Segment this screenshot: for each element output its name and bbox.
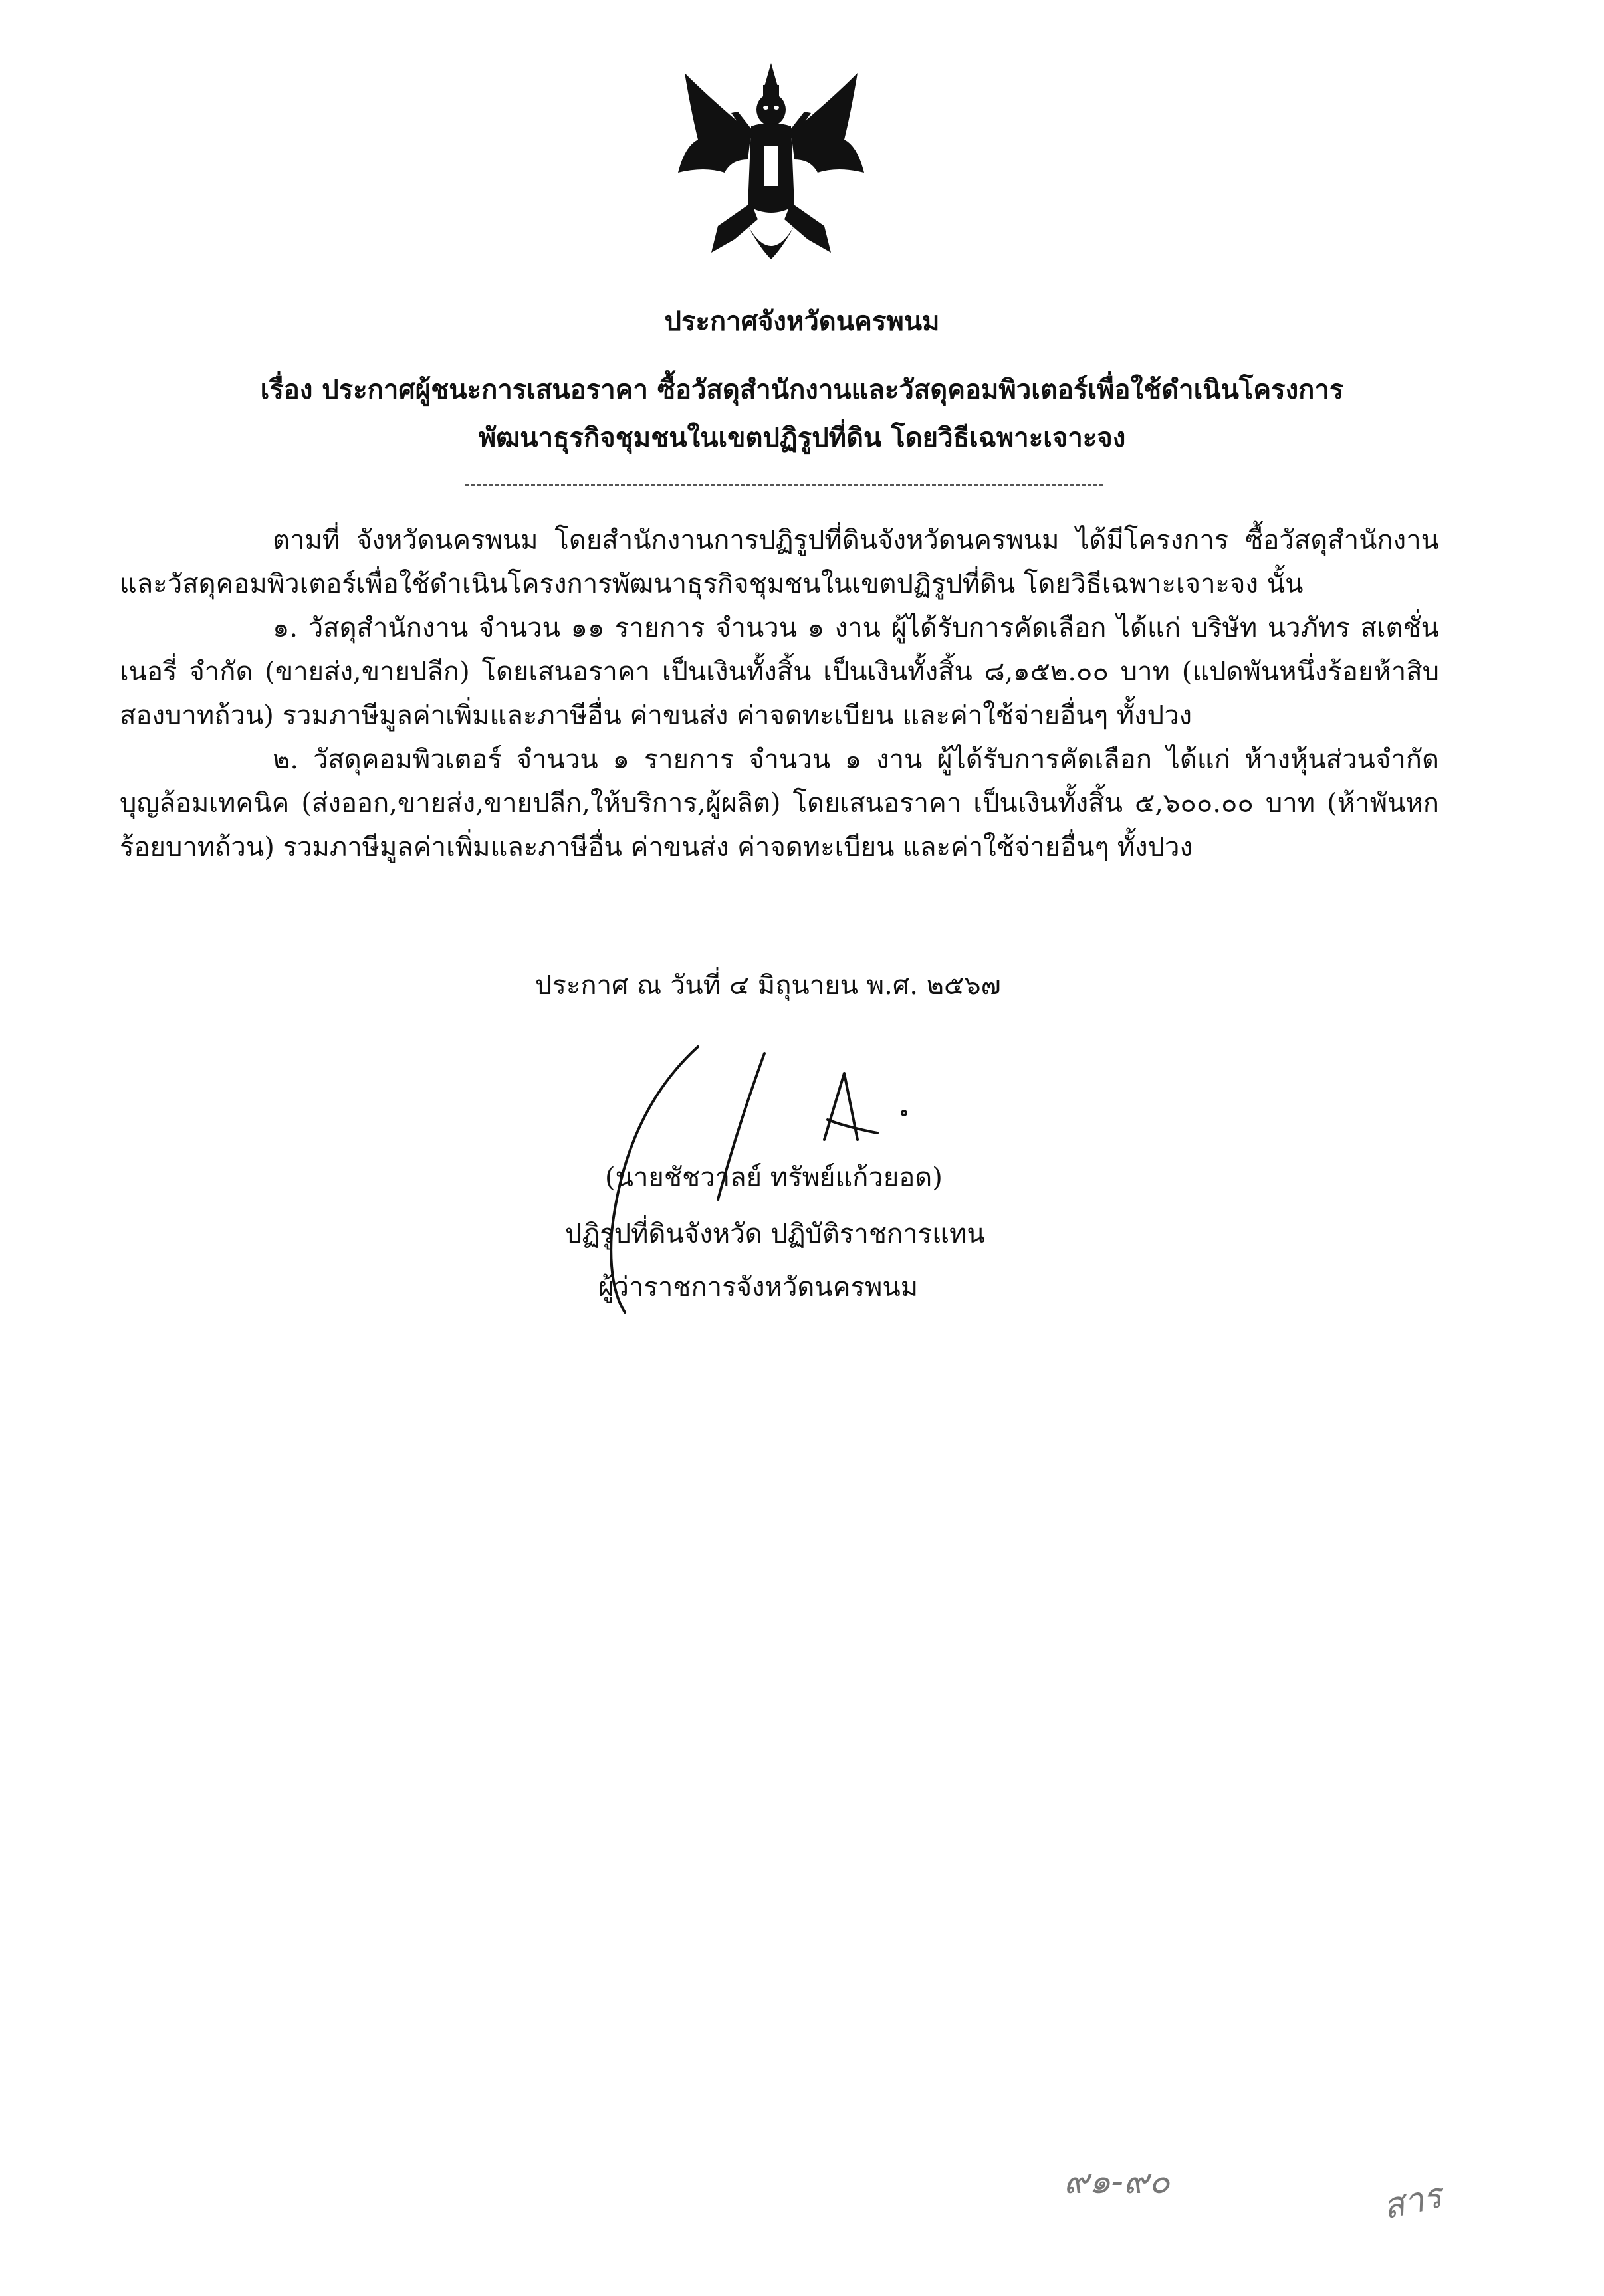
garuda-emblem [671, 60, 871, 272]
document-title: ประกาศจังหวัดนครพนม [664, 306, 940, 337]
intro-paragraph: ตามที่ จังหวัดนครพนม โดยสำนักงานการปฏิรูปที่ดินจังหวัดนครพนม ได้มีโครงการ ซื้อวัสดุสำนักงานและวัสดุคอมพิวเตอร์เพื่อใช้ดำเนินโครงการพัฒนาธุรกิจชุมชนในเขตปฏิรูปที่ดิน โดยวิธีเฉพาะเจาะจง นั้น [120, 525, 1439, 599]
heading-divider [465, 484, 1103, 486]
document-subject-continued: พัฒนาธุรกิจชุมชนในเขตปฏิรูปที่ดิน โดยวิธีเฉพาะเจาะจง [478, 422, 1126, 453]
announcement-date: ประกาศ ณ วันที่ ๔ มิถุนายน พ.ศ. ๒๕๖๗ [535, 970, 1001, 1001]
signatory-title: ผู้ว่าราชการจังหวัดนครพนม [598, 1272, 919, 1303]
item-1-paragraph: ๑. วัสดุสำนักงาน จำนวน ๑๑ รายการ จำนวน ๑ งาน ผู้ได้รับการคัดเลือก ได้แก่ บริษัท นวภัทร สเตชั่นเนอรี่ จำกัด (ขายส่ง,ขายปลีก) โดยเสนอราคา เป็นเงินทั้งสิ้น เป็นเงินทั้งสิ้น ๘,๑๕๒.๐๐ บาท (แปดพันหนึ่งร้อยห้าสิบสองบาทถ้วน) รวมภาษีมูลค่าเพิ่มและภาษีอื่น ค่าขนส่ง ค่าจดทะเบียน และค่าใช้จ่ายอื่นๆ ทั้งปวง [120, 613, 1439, 731]
signatory-position: ปฏิรูปที่ดินจังหวัด ปฏิบัติราชการแทน [565, 1219, 985, 1249]
handwritten-initials: สาร [1379, 2176, 1446, 2228]
item-2-paragraph: ๒. วัสดุคอมพิวเตอร์ จำนวน ๑ รายการ จำนวน ๑ งาน ผู้ได้รับการคัดเลือก ได้แก่ ห้างหุ้นส่วนจำกัด บุญล้อมเทคนิค (ส่งออก,ขายส่ง,ขายปลีก,ให้บริการ,ผู้ผลิต) โดยเสนอราคา เป็นเงินทั้งสิ้น ๕,๖๐๐.๐๐ บาท (ห้าพันหกร้อยบาทถ้วน) รวมภาษีมูลค่าเพิ่มและภาษีอื่น ค่าขนส่ง ค่าจดทะเบียน และค่าใช้จ่ายอื่นๆ ทั้งปวง [120, 744, 1439, 863]
signatory-name: (นายชัชวาลย์ ทรัพย์แก้วยอด) [605, 1162, 943, 1193]
document-body [120, 518, 1439, 869]
handwritten-page-note: ๙๑-๙๐ [1064, 2162, 1170, 2202]
document-subject: เรื่อง ประกาศผู้ชนะการเสนอราคา ซื้อวัสดุสำนักงานและวัสดุคอมพิวเตอร์เพื่อใช้ดำเนินโครงการ [260, 374, 1344, 405]
